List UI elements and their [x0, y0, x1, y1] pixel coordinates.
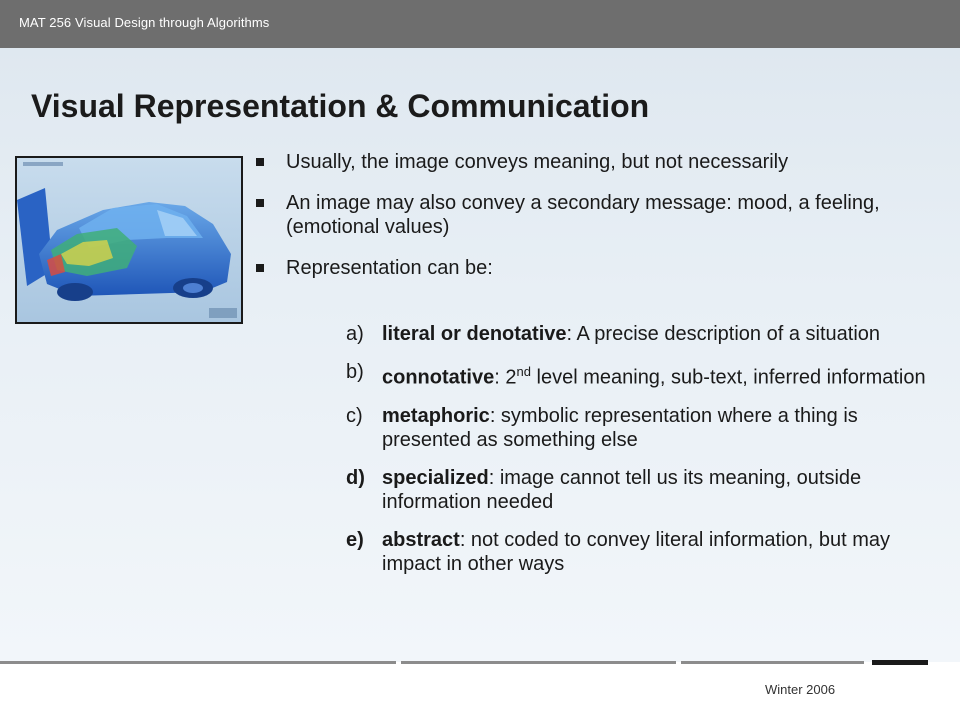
car-crash-simulation-image	[15, 156, 243, 324]
sub-item-superscript: nd	[516, 364, 531, 379]
sub-item-text: : image cannot tell us its meaning, outside information needed	[382, 466, 862, 513]
footer-accent-divider	[872, 660, 928, 665]
square-bullet-icon	[256, 158, 264, 166]
bullet-item	[256, 191, 936, 239]
slide-title: Visual Representation & Communication	[31, 88, 650, 124]
bullet-item	[256, 150, 936, 174]
sub-item-text: : 2	[494, 366, 517, 389]
sub-item-term: specialized	[382, 466, 489, 489]
sub-item-letter: a)	[346, 323, 364, 345]
footer-divider	[681, 661, 864, 664]
sub-item-letter: d)	[346, 466, 365, 489]
bullet-text: Representation can be:	[286, 257, 493, 279]
header-bar	[0, 0, 960, 48]
sub-item-abstract	[346, 528, 926, 576]
sub-item-text: level meaning, sub-text, inferred information	[530, 366, 926, 389]
bullet-list	[256, 150, 936, 297]
square-bullet-icon	[256, 264, 264, 272]
sub-item-letter: b)	[346, 361, 364, 383]
footer-term: Winter 2006	[765, 682, 836, 697]
sub-item-letter: c)	[346, 404, 363, 427]
sub-item-literal	[346, 322, 926, 346]
sub-item-term: connotative	[382, 366, 495, 389]
sub-item-term: abstract	[382, 528, 460, 551]
bullet-text: Usually, the image conveys meaning, but not necessarily	[286, 151, 789, 173]
square-bullet-icon	[256, 199, 264, 207]
sub-item-specialized	[346, 466, 926, 514]
sub-item-text: : symbolic representation where a thing is presented as something else	[382, 404, 858, 451]
sub-item-metaphoric	[346, 404, 926, 452]
bullet-item	[256, 256, 936, 280]
sub-item-term: metaphoric	[382, 404, 490, 427]
car-simulation-illustration	[17, 158, 241, 322]
sub-item-term: literal or denotative	[382, 323, 567, 345]
bullet-text: An image may also convey a secondary message: mood, a feeling, (emotional values)	[286, 192, 880, 238]
sub-item-letter: e)	[346, 528, 364, 551]
sub-item-text: : not coded to convey literal information, but may impact in other ways	[382, 528, 891, 575]
sub-item-text: : A precise description of a situation	[566, 323, 881, 345]
course-title: MAT 256 Visual Design through Algorithms	[19, 15, 270, 30]
footer-divider	[0, 661, 396, 664]
sub-item-connotative	[346, 360, 926, 390]
representation-types-list	[346, 322, 926, 590]
footer-divider	[401, 661, 676, 664]
